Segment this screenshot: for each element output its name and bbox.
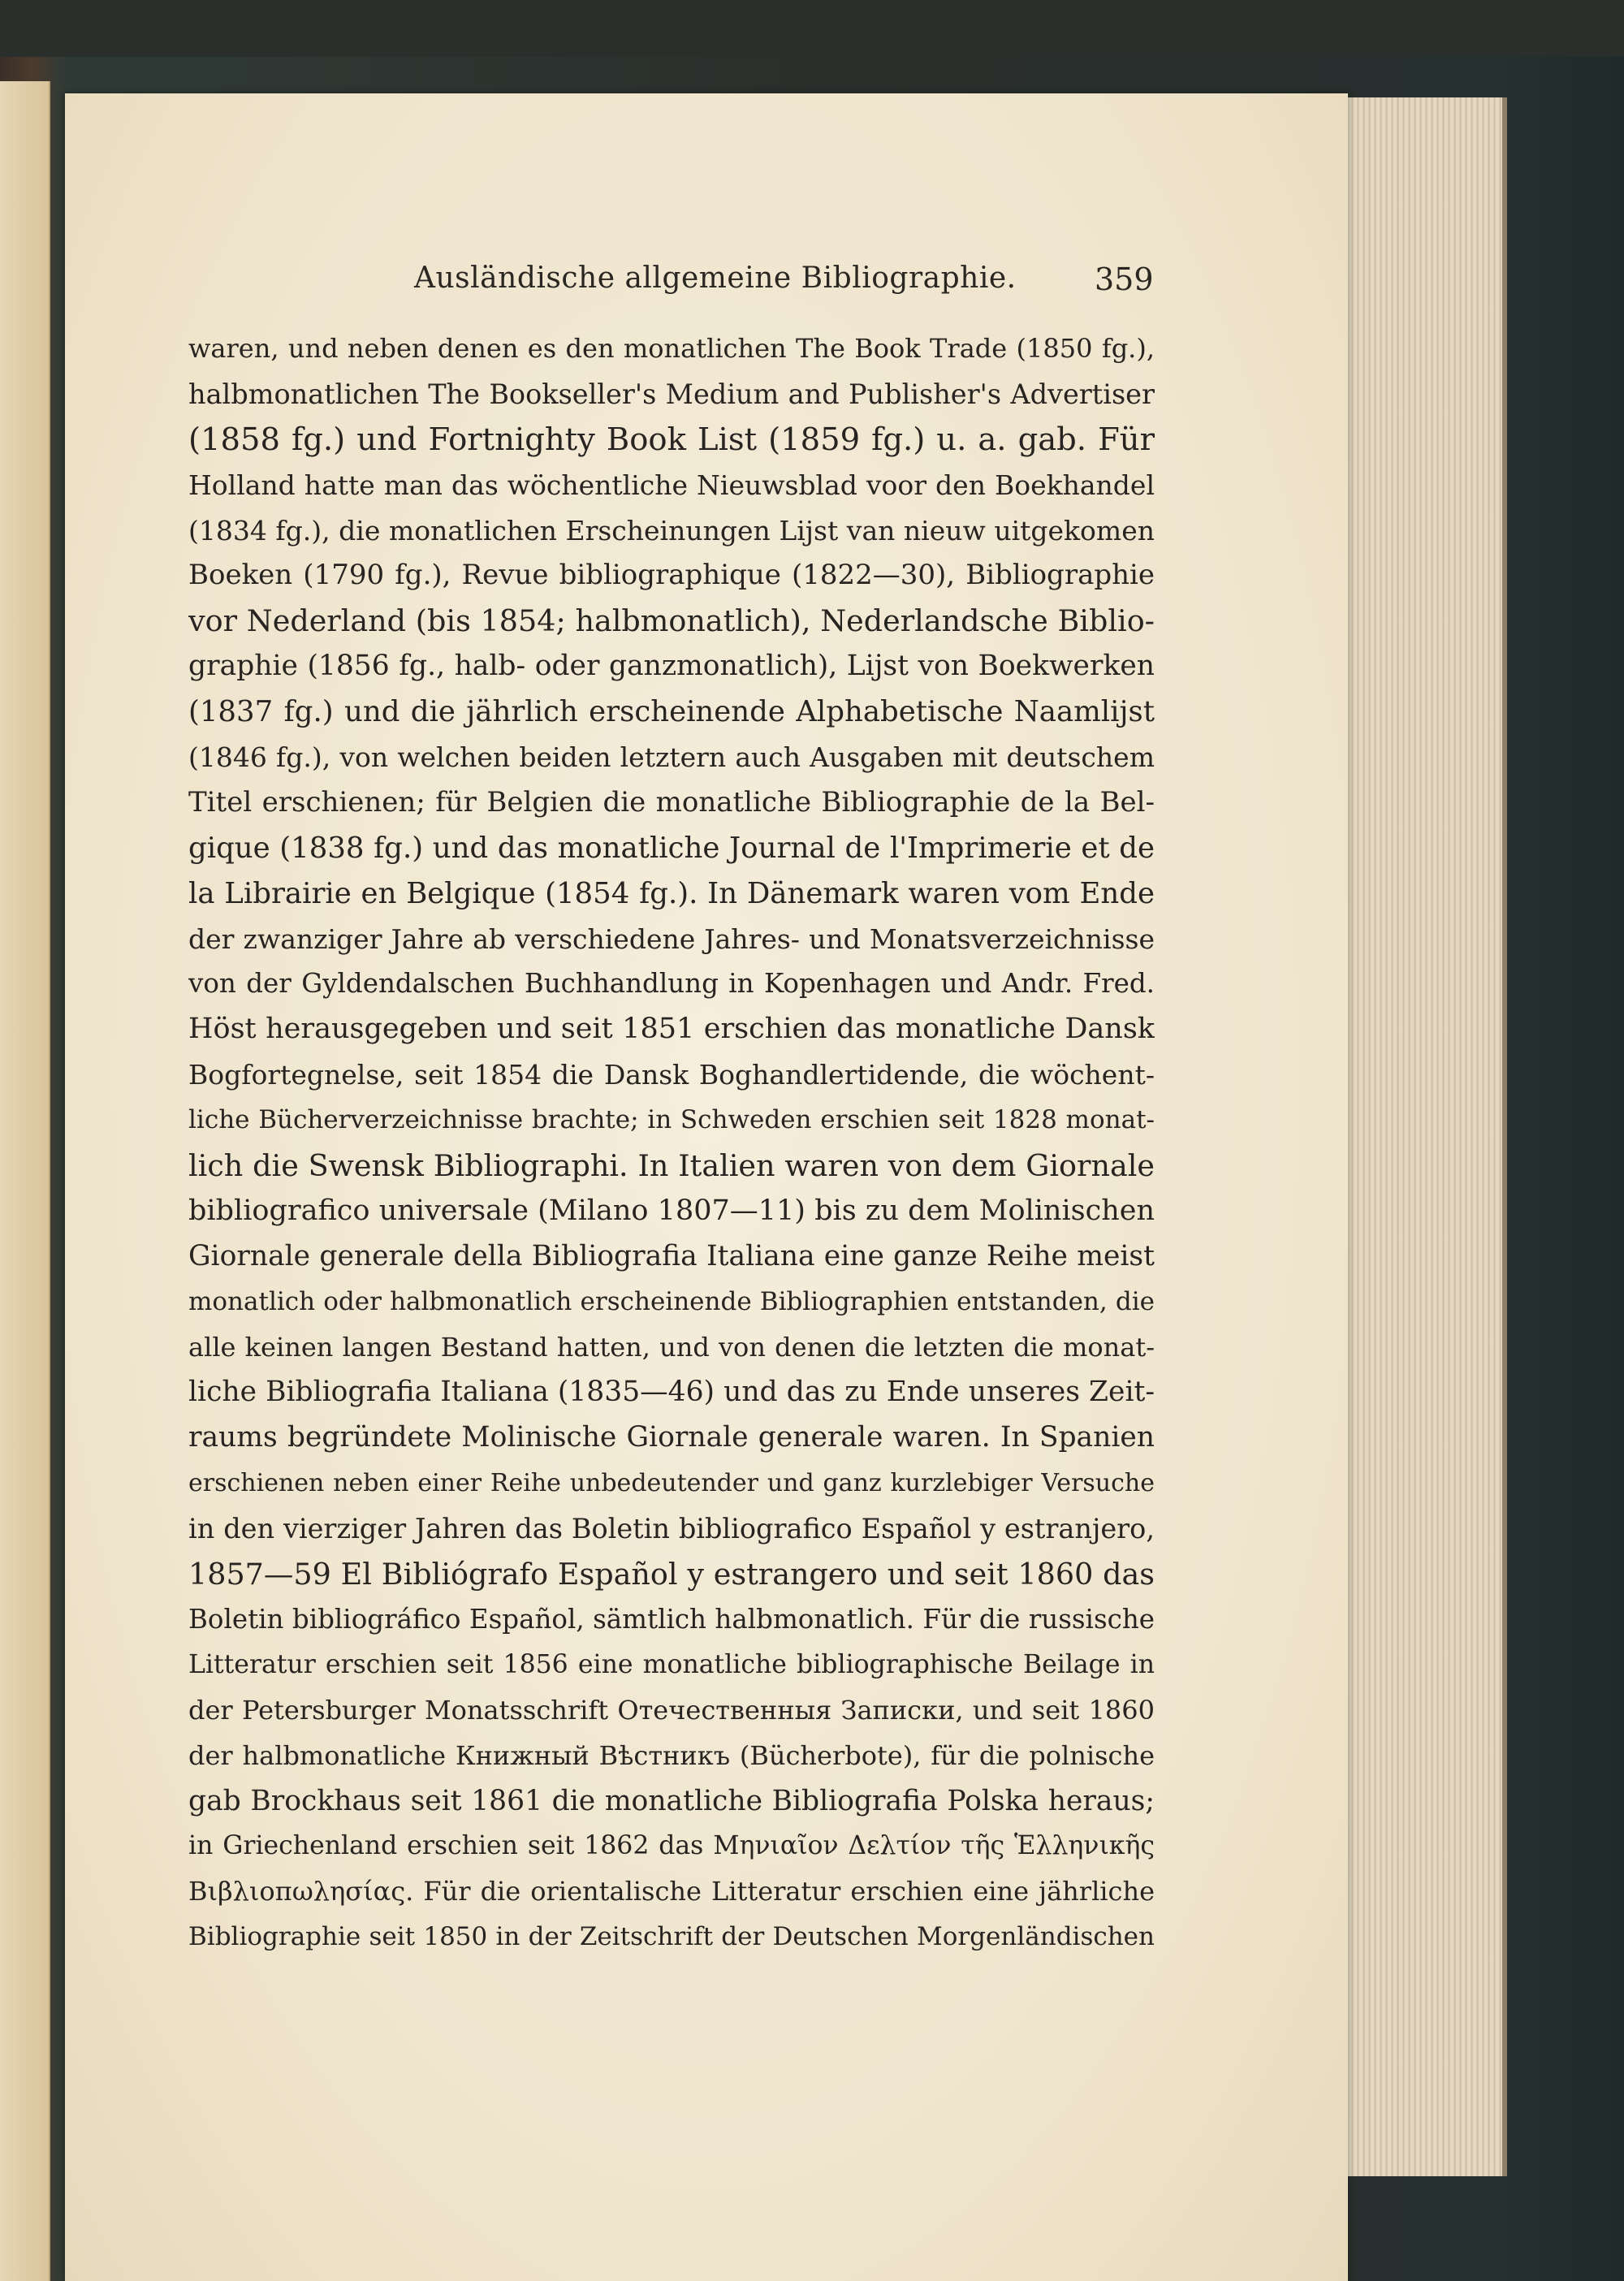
text-line: lich die Swensk Bibliographi. In Italien waren von dem Giornale [188, 1148, 1155, 1184]
page-number: 359 [1095, 261, 1154, 297]
text-line: der halbmonatliche Книжный Вѣстникъ (Bücherbote), für die polnische [188, 1739, 1155, 1771]
text-line: vor Nederland (bis 1854; halbmonatlich), Nederlandsche Biblio- [188, 603, 1155, 639]
text-line: Bogfortegnelse, seit 1854 die Dansk Boghandlertidende, die wöchent- [188, 1059, 1155, 1091]
text-line: bibliografico universale (Milano 1807—11) bis zu dem Molinischen [188, 1194, 1155, 1227]
text-line: 1857—59 El Bibliógrafo Español y estrangero und seit 1860 das [188, 1557, 1155, 1592]
text-line: Bibliographie seit 1850 in der Zeitschrift der Deutschen Morgenländischen [188, 1922, 1155, 1952]
text-line: Giornale generale della Bibliografia Italiana eine ganze Reihe meist [188, 1239, 1155, 1272]
text-line: Boeken (1790 fg.), Revue bibliographique (1822—30), Bibliographie [188, 559, 1155, 592]
text-line: Boletin bibliográfico Español, sämtlich halbmonatlich. Für die russische [188, 1603, 1155, 1635]
text-line: Βιβλιοπωλησίας. Für die orientalische Litteratur erschien eine jährliche [188, 1876, 1155, 1907]
text-line: raums begründete Molinische Giornale generale waren. In Spanien [188, 1421, 1155, 1454]
text-line: von der Gyldendalschen Buchhandlung in Kopenhagen und Andr. Fred. [188, 968, 1155, 1000]
text-line: in den vierziger Jahren das Boletin bibliografico Español y estranjero, [188, 1513, 1155, 1545]
text-line: gique (1838 fg.) und das monatliche Journal de l'Imprimerie et de [188, 831, 1155, 865]
text-line: Holland hatte man das wöchentliche Nieuwsblad voor den Boekhandel [188, 469, 1155, 501]
body-text [188, 326, 1155, 1960]
running-head: Ausländische allgemeine Bibliographie. [414, 261, 1017, 295]
text-line: waren, und neben denen es den monatlichen The Book Trade (1850 fg.), [188, 333, 1155, 364]
text-line: (1834 fg.), die monatlichen Erscheinungen Lijst van nieuw uitgekomen [188, 514, 1155, 546]
text-line: der Petersburger Monatsschrift Отечественныя Записки, und seit 1860 [188, 1694, 1155, 1726]
text-line: (1858 fg.) und Fortnighty Book List (1859 fg.) u. a. gab. Für [188, 421, 1155, 458]
text-line: erschienen neben einer Reihe unbedeutender und ganz kurzlebiger Versuche [188, 1469, 1155, 1498]
page-stack-edges [1348, 97, 1507, 2176]
previous-page-edge [0, 81, 50, 2281]
text-line: gab Brockhaus seit 1861 die monatliche Bibliografia Polska heraus; [188, 1784, 1155, 1817]
text-line: liche Bücherverzeichnisse brachte; in Schweden erschien seit 1828 monat- [188, 1105, 1155, 1135]
text-line: (1846 fg.), von welchen beiden letztern auch Ausgaben mit deutschem [188, 741, 1155, 774]
text-line: Höst herausgegeben und seit 1851 erschien das monatliche Dansk [188, 1013, 1155, 1046]
text-line: graphie (1856 fg., halb- oder ganzmonatlich), Lijst von Boekwerken [188, 650, 1155, 683]
text-line: monatlich oder halbmonatlich erscheinende Bibliographien entstanden, die [188, 1286, 1155, 1316]
text-line: der zwanziger Jahre ab verschiedene Jahres- und Monatsverzeichnisse [188, 922, 1155, 955]
text-line: alle keinen langen Bestand hatten, und von denen die letzten die monat- [188, 1331, 1155, 1363]
text-line: liche Bibliografia Italiana (1835—46) und das zu Ende unseres Zeit- [188, 1376, 1155, 1409]
text-line: Litteratur erschien seit 1856 eine monatliche bibliographische Beilage in [188, 1649, 1155, 1679]
text-line: Titel erschienen; für Belgien die monatliche Bibliographie de la Bel- [188, 785, 1155, 819]
text-line: in Griechenland erschien seit 1862 das Μηνιαῖον Δελτίον τῆς Ἑλληνικῆς [188, 1831, 1155, 1861]
text-line: la Librairie en Belgique (1854 fg.). In Dänemark waren vom Ende [188, 876, 1155, 910]
text-line: halbmonatlichen The Bookseller's Medium and Publisher's Advertiser [188, 378, 1155, 410]
text-line: (1837 fg.) und die jährlich erscheinende Alphabetische Naamlijst [188, 695, 1155, 729]
